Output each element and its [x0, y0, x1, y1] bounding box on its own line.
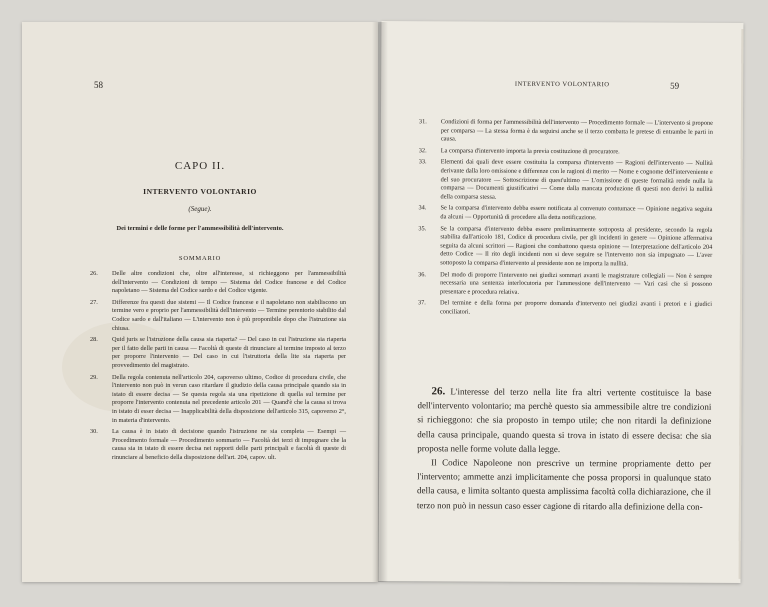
- list-item: [418, 205, 712, 224]
- item-number: 31.: [418, 118, 427, 126]
- summary-list: [90, 270, 346, 465]
- list-item: [90, 299, 346, 333]
- summary-list: [418, 118, 713, 321]
- item-text: Quid juris se l'istruzione della causa sia riaperta? — Del caso in cui l'istruzione sia riaperta per il fatto delle parti in causa — Facoltà di queste di rinunciare al termine imposto al terzo per proporre l'intervento — Del caso in cui l'istruttoria della lite sia riaperta per provvedimento del magistrato.: [112, 336, 346, 369]
- list-item: [419, 159, 713, 204]
- page-number: 58: [94, 80, 103, 90]
- page-edges: [739, 29, 744, 579]
- item-number: 27.: [90, 298, 98, 306]
- chapter-heading: CAPO II.: [174, 160, 226, 172]
- body-text: [417, 384, 712, 513]
- item-number: 37.: [417, 299, 426, 307]
- item-number: 34.: [418, 204, 427, 212]
- item-text: Elementi dai quali deve essere costituita la comparsa d'intervento — Ragioni dell'intervento — Nullità derivante dalla loro omissione e differenze con le ragioni di merito — Nome e cognome dell'interveniente e del suo procuratore — Sottoscrizione di quest'ultimo — L'omissione di queste formalità rende nulla la comparsa — Documenti giustificativi — Come dalla mancata produzione di questi non derivi la nullità della comparsa stessa.: [440, 158, 713, 201]
- item-text: Delle altre condizioni che, oltre all'interesse, si richieggono per l'ammessibilità dell'intervento — Condizioni di tempo — Sistema del Codice francese e del Codice napoletano — Sistema del Codice sardo e del Codice vigente.: [112, 270, 346, 295]
- item-text: Del modo di proporre l'intervento nei giudizi sommari avanti le magistrature collegiali — Non è sempre necessaria una sentenza interlocutoria per l'ammessione dell'intervento — Vari casi che si possono presentare e procedura relativa.: [440, 270, 713, 296]
- paragraph-text: L'interesse del terzo nella lite fra altri vertente costituisce la base dell'intervento volontario; ma perchè questo sia ammessibile altre tre condizioni si richieggono: che sia proposto in tempo utile; che non ritardi la definizione della causa principale, quando questa si trova in istato di essere decisa: che sia proposta nelle forme volute dalla legge.: [417, 386, 712, 454]
- item-text: Differenze fra questi due sistemi — Il Codice francese e il napoletano non stabiliscono un termine vero e proprio per l'ammessibilità dell'intervento — Termine perentorio stabilito dal Codice sardo e dall'italiano — L'intervento non è più proponibile dopo che l'istruzione sia chiusa.: [112, 298, 346, 332]
- list-item: [419, 147, 713, 157]
- paragraph-text: Il Codice Napoleone non prescrive un termine propriamente detto per l'intervento; ammette anzi implicitamente che possa proporsi in qualunque stato della causa, e limita soltanto questa amplissima facoltà colla dichiarazione, che il terzo non può in nessun caso esser cagione di ritardo alla definizione della con-: [416, 457, 712, 512]
- list-item: [90, 374, 346, 426]
- chapter-subtitle: (Segue).: [188, 205, 212, 213]
- item-number: 32.: [418, 147, 427, 155]
- left-page: [22, 22, 378, 582]
- item-number: 26.: [90, 270, 98, 277]
- list-item: [90, 270, 346, 296]
- list-item: [418, 271, 712, 298]
- right-page: [379, 21, 744, 583]
- body-paragraph: [417, 455, 711, 513]
- item-text: Del termine e della forma per proporre domanda d'intervento nei giudizi avanti i pretori e i giudici conciliatori.: [439, 299, 713, 316]
- page-number: 59: [670, 80, 680, 91]
- open-book: [22, 22, 744, 592]
- list-item: [418, 225, 712, 270]
- item-number: 28.: [90, 336, 98, 344]
- item-text: Della regola contenuta nell'articolo 204, capoverso ultimo, Codice di procedura civile, che l'intervento non può in verun caso ritardare il giudizio della causa principale quando sia in istato di essere decisa — Se questa regola sia una ripetizione di quella sul termine per proporre l'intervento contenuta nel precedente articolo 201 — Quand'è che la causa si trova in istato di esser decisa — Inapplicabilità della disposizione dell'articolo 315, capoverso 2°, in materia d'intervento.: [112, 373, 346, 424]
- list-item: [419, 118, 713, 145]
- item-text: La causa è in istato di decisione quando l'istruzione ne sia completa — Esempi — Procedimento formale — Procedimento sommario — Facoltà dei terzi di impugnare che la causa sia in istato di essere decisa nei rapporti delle parti principali e facoltà di queste di rinunciare al beneficio della disposizione dell'art. 204, capov. ult.: [112, 428, 346, 461]
- book-gutter: [372, 22, 388, 582]
- item-number: 30.: [90, 428, 98, 436]
- item-text: La comparsa d'intervento importa la previa costituzione di procuratore.: [440, 147, 620, 156]
- body-paragraph: [417, 384, 711, 457]
- section-title: Dei termini e delle forme per l'ammessibilità dell'intervento.: [116, 225, 284, 232]
- item-number: 36.: [418, 270, 427, 278]
- list-item: [418, 300, 712, 319]
- chapter-title: INTERVENTO VOLONTARIO: [143, 187, 257, 196]
- item-number: 35.: [418, 224, 427, 232]
- section-number: 26.: [431, 385, 446, 398]
- item-number: 33.: [418, 158, 427, 166]
- running-head: INTERVENTO VOLONTARIO: [514, 80, 610, 89]
- item-number: 29.: [90, 373, 98, 381]
- item-text: Se la comparsa d'intervento debba essere notificata al convenuto contumace — Opinione negativa seguita da alcuni — Opportunità di procedere alla detta notificazione.: [440, 204, 713, 222]
- summary-heading: SOMMARIO: [178, 255, 222, 262]
- item-text: Se la comparsa d'intervento debba essere preliminarmente sottoposta al presidente, secondo la regola stabilita dall'articolo 181, Codice di procedura civile, per gli incidenti in genere — Opinione affermativa seguita da alcuni scrittori — Ragioni che combattono questa opinione — Interpretazione dell'articolo 204 detto Codice — Il rito degli incidenti non si deve seguire se l'intervento non sia impugnato — L'aver sottoposto la comparsa d'intervento al presidente non ne importa la nullità.: [440, 224, 713, 268]
- item-text: Condizioni di forma per l'ammessibilità dell'intervento — Procedimento formale — L'intervento si propone per comparsa — La stessa forma è da seguirsi anche se il terzo combatta le pretese di entrambe le parti in causa.: [440, 118, 713, 143]
- list-item: [90, 428, 346, 462]
- list-item: [90, 336, 346, 370]
